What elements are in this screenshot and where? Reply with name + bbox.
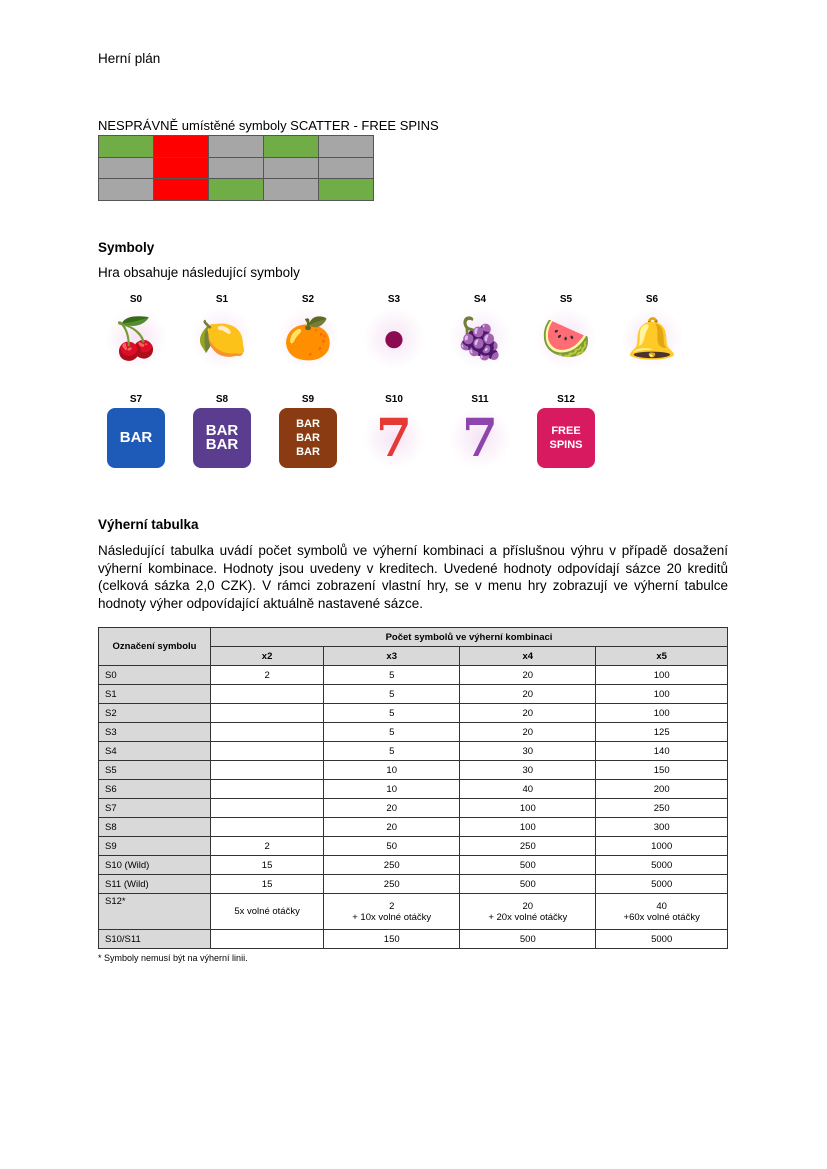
grid-cell (209, 179, 264, 201)
free-spins-star-icon: FREE SPINS (537, 408, 595, 468)
grid-cell (99, 157, 154, 179)
value-cell (211, 723, 324, 742)
value-cell: 5 (324, 685, 460, 704)
value-cell: 2 (211, 837, 324, 856)
table-row (99, 704, 728, 723)
symbol-name-cell: S8 (99, 818, 211, 837)
value-cell (460, 894, 596, 930)
bell-icon: 🔔 (620, 308, 684, 368)
value: 5x volné otáčky (234, 906, 300, 917)
cherry-icon: 🍒 (104, 308, 168, 368)
symbol-label: S0 (129, 294, 143, 305)
table-row (99, 837, 728, 856)
value-cell: 50 (324, 837, 460, 856)
grid-row (99, 136, 374, 158)
value-cell: 100 (596, 666, 728, 685)
symbol-name-cell: S9 (99, 837, 211, 856)
table-row (99, 723, 728, 742)
symbol-label: S2 (301, 294, 315, 305)
symbol-name-cell: S1 (99, 685, 211, 704)
table-row (99, 875, 728, 894)
symbol-s10 (354, 394, 434, 468)
symbol-name-cell: S10/S11 (99, 930, 211, 949)
value: +60x volné otáčky (623, 911, 700, 923)
table-row (99, 742, 728, 761)
value-cell: 20 (324, 799, 460, 818)
symbol-name-cell: S0 (99, 666, 211, 685)
value-cell: 300 (596, 818, 728, 837)
grid-label: NESPRÁVNĚ umístěné symboly SCATTER - FREE SPINS (98, 118, 439, 133)
table-row (99, 930, 728, 949)
value-cell: 500 (460, 856, 596, 875)
symbol-s0 (96, 294, 176, 368)
value: 2 (389, 900, 395, 912)
value-cell: 5 (324, 723, 460, 742)
value: 40 (656, 900, 667, 912)
table-row (99, 666, 728, 685)
grid-cell (209, 157, 264, 179)
grid-cell (154, 157, 209, 179)
value-cell: 250 (460, 837, 596, 856)
symbol-label: S7 (129, 394, 143, 405)
value-cell: 20 (460, 685, 596, 704)
plum-icon: ● (362, 308, 426, 368)
value-cell: 40 (460, 780, 596, 799)
value-cell: 5 (324, 742, 460, 761)
value-cell (211, 930, 324, 949)
symbol-s5 (526, 294, 606, 368)
symbol-s12 (526, 394, 606, 468)
grid-cell (154, 179, 209, 201)
grid-cell (264, 136, 319, 158)
symbol-label: S4 (473, 294, 487, 305)
value-cell: 125 (596, 723, 728, 742)
symbol-s9 (268, 394, 348, 468)
value-cell: 20 (324, 818, 460, 837)
symbol-name-cell: S10 (Wild) (99, 856, 211, 875)
table-row (99, 761, 728, 780)
col-header: x4 (460, 647, 596, 666)
grid-cell (99, 179, 154, 201)
value-cell (99, 894, 211, 930)
col-header: x2 (211, 647, 324, 666)
symbol-s1 (182, 294, 262, 368)
value-cell (211, 761, 324, 780)
triple-bar-icon: BAR BAR BAR (279, 408, 337, 468)
symbol-s8 (182, 394, 262, 468)
footnote: * Symboly nemusí být na výherní linii. (98, 953, 248, 963)
col-group-header: Počet symbolů ve výherní kombinaci (211, 628, 728, 647)
symbol-s2 (268, 294, 348, 368)
value-cell (596, 894, 728, 930)
symbol-name-cell: S4 (99, 742, 211, 761)
value-cell (211, 818, 324, 837)
value-cell: 250 (596, 799, 728, 818)
page-title: Herní plán (98, 51, 161, 66)
value-cell: 150 (596, 761, 728, 780)
bar-icon: BAR (107, 408, 165, 468)
value: + 20x volné otáčky (488, 911, 568, 923)
value-cell: 15 (211, 875, 324, 894)
value-cell: 100 (460, 818, 596, 837)
value-cell (211, 894, 324, 930)
value-cell: 140 (596, 742, 728, 761)
seven-red-icon: 7 (362, 408, 426, 468)
value-cell: 250 (324, 875, 460, 894)
value-cell: 500 (460, 875, 596, 894)
symbol-s11 (440, 394, 520, 468)
symbol-s7 (96, 394, 176, 468)
value-cell: 10 (324, 780, 460, 799)
grid-cell (319, 136, 374, 158)
grid-cell (99, 136, 154, 158)
value-cell (324, 894, 460, 930)
value: 20 (522, 900, 534, 912)
value-cell: 5000 (596, 875, 728, 894)
value-cell: 2 (211, 666, 324, 685)
col-header: x5 (596, 647, 728, 666)
value-cell (211, 742, 324, 761)
grid-cell (319, 179, 374, 201)
symbol-s3 (354, 294, 434, 368)
value-cell: 150 (324, 930, 460, 949)
value-cell: 15 (211, 856, 324, 875)
symbol-name-cell: S5 (99, 761, 211, 780)
value-cell: 10 (324, 761, 460, 780)
symbol-label: S5 (559, 294, 573, 305)
symbol-label: S1 (215, 294, 229, 305)
orange-icon: 🍊 (276, 308, 340, 368)
value-cell (211, 704, 324, 723)
value-cell: 500 (460, 930, 596, 949)
symbol-name-cell: S11 (Wild) (99, 875, 211, 894)
symbols-subtitle: Hra obsahuje následující symboly (98, 265, 300, 280)
value-cell: 100 (596, 685, 728, 704)
scatter-grid (98, 135, 374, 201)
value-cell: 20 (460, 723, 596, 742)
symbol-s6 (612, 294, 692, 368)
symbol-name-cell: S2 (99, 704, 211, 723)
grid-cell (264, 157, 319, 179)
symbols-heading: Symboly (98, 240, 155, 255)
watermelon-icon: 🍉 (534, 308, 598, 368)
value-cell: 1000 (596, 837, 728, 856)
value-cell: 200 (596, 780, 728, 799)
double-bar-icon: BAR BAR (193, 408, 251, 468)
table-row-s12 (99, 894, 728, 930)
grid-row (99, 157, 374, 179)
symbol-label: S3 (387, 294, 401, 305)
symbol-name: S12* (105, 896, 126, 907)
grid-row (99, 179, 374, 201)
symbol-s4 (440, 294, 520, 368)
table-row (99, 818, 728, 837)
grid-cell (264, 179, 319, 201)
value-cell: 5000 (596, 856, 728, 875)
value-cell: 20 (460, 666, 596, 685)
seven-purple-icon: 7 (448, 408, 512, 468)
value-cell: 30 (460, 742, 596, 761)
symbol-label: S8 (215, 394, 229, 405)
value-cell: 100 (460, 799, 596, 818)
grapes-icon: 🍇 (448, 308, 512, 368)
value-cell (211, 685, 324, 704)
table-row (99, 799, 728, 818)
symbol-label: S10 (385, 394, 403, 405)
value-cell (211, 799, 324, 818)
paytable-description: Následující tabulka uvádí počet symbolů ve výherní kombinaci a příslušnou výhru v případě dosažení výherní kombinace. Hodnoty jsou uvedeny v kreditech. Uvedené hodnoty odpovídají sázce 20 kreditů (celková sázka 2,0 CZK). V rámci zobrazení vlastní hry, se v menu hry zobrazují ve výherní tabulce hodnoty výher odpovídající aktuálně nastavené sázce. (98, 543, 728, 611)
symbol-name-cell: S6 (99, 780, 211, 799)
symbol-name-cell: S7 (99, 799, 211, 818)
grid-cell (209, 136, 264, 158)
col-symbol-header: Označení symbolu (99, 628, 211, 666)
symbol-label: S12 (557, 394, 575, 405)
symbol-name-cell: S3 (99, 723, 211, 742)
symbol-label: S11 (471, 394, 489, 405)
value-cell: 30 (460, 761, 596, 780)
value: + 10x volné otáčky (352, 911, 432, 923)
paytable-heading: Výherní tabulka (98, 517, 199, 532)
value-cell: 5 (324, 704, 460, 723)
value-cell (211, 780, 324, 799)
value-cell: 100 (596, 704, 728, 723)
grid-cell (154, 136, 209, 158)
col-header: x3 (324, 647, 460, 666)
table-row (99, 780, 728, 799)
table-row (99, 856, 728, 875)
value-cell: 5000 (596, 930, 728, 949)
symbol-label: S6 (645, 294, 659, 305)
value-cell: 5 (324, 666, 460, 685)
table-row (99, 685, 728, 704)
value-cell: 250 (324, 856, 460, 875)
symbol-label: S9 (301, 394, 315, 405)
value-cell: 20 (460, 704, 596, 723)
grid-cell (319, 157, 374, 179)
paytable (98, 627, 728, 949)
lemon-icon: 🍋 (190, 308, 254, 368)
